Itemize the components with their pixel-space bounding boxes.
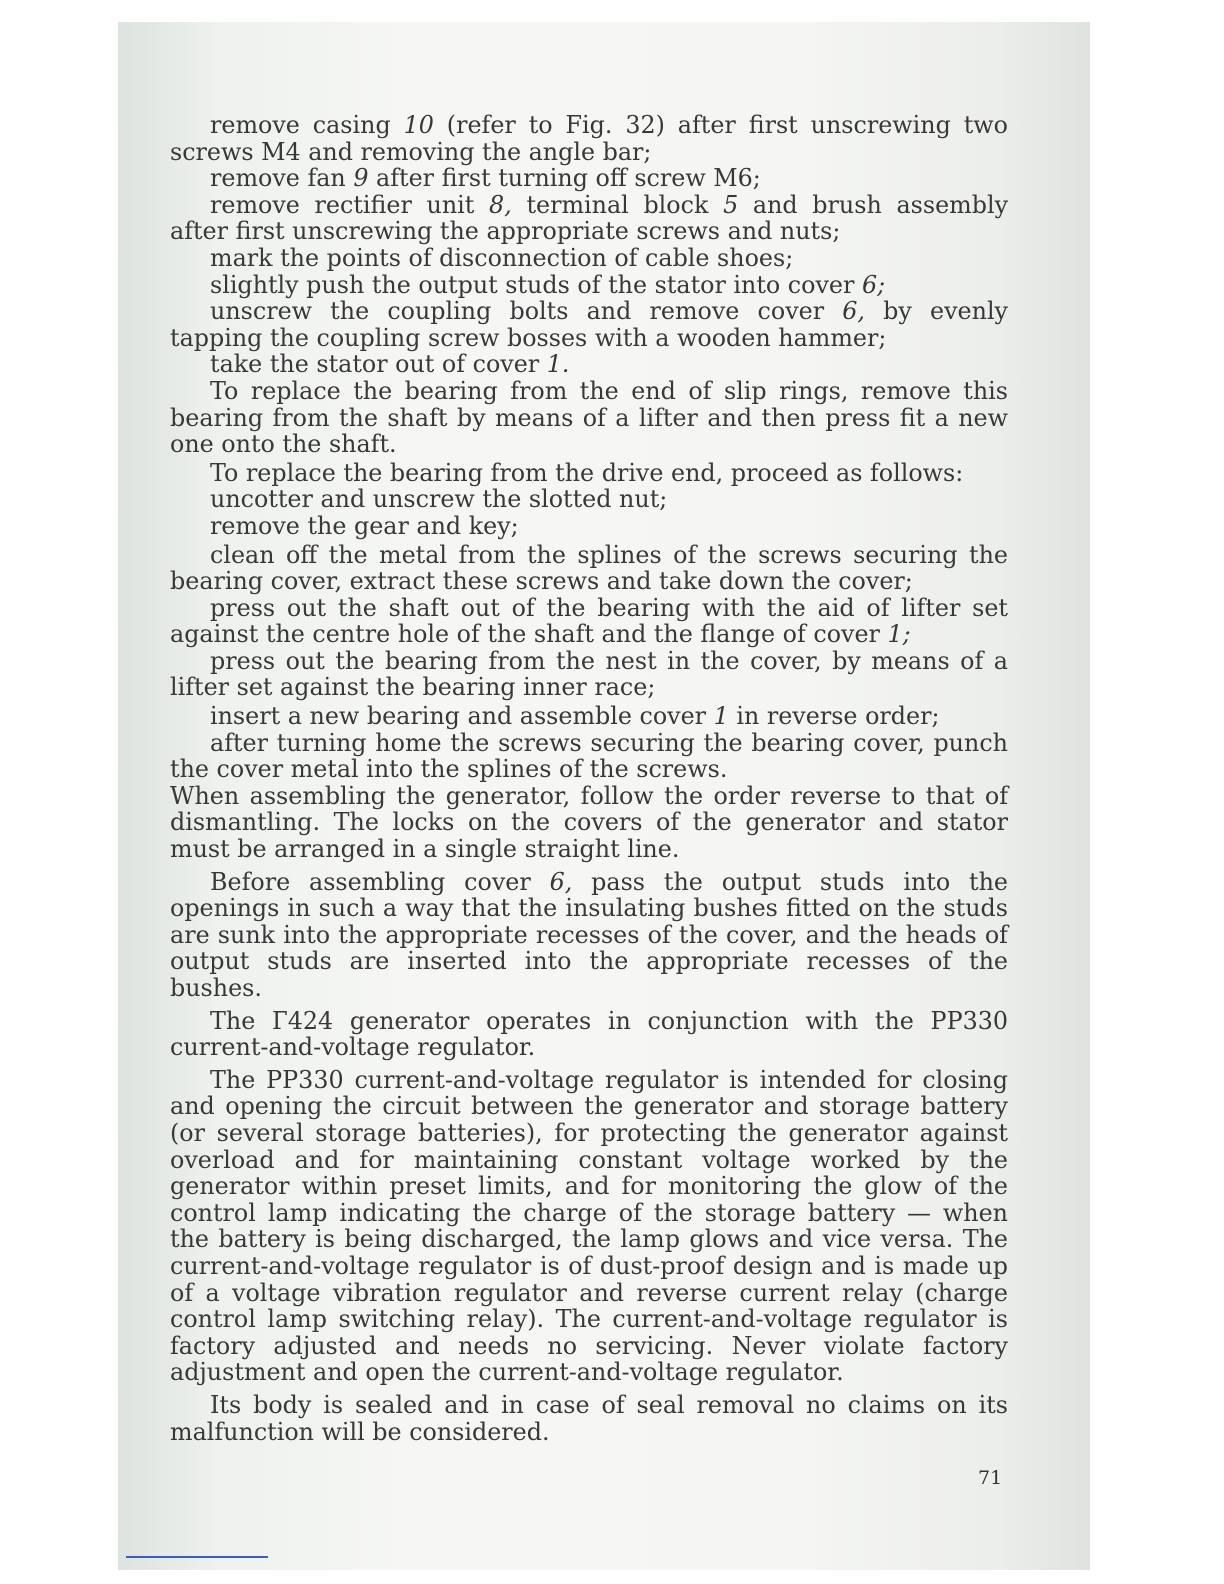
- paragraph: uncotter and unscrew the slotted nut;: [210, 485, 668, 514]
- paragraph: unscrew the coupling bolts and remove cover 6, by evenly tapping the coupling screw bosses with a wooden hammer;: [170, 297, 1008, 352]
- paragraph: slightly push the output studs of the stator into cover 6;: [210, 270, 886, 299]
- paragraph: The PP330 current-and-voltage regulator is intended for closing and opening the circuit between the generator and storage battery (or several storage batteries), for protecting the generator against overload and for maintaining constant voltage worked by the generator within preset limits, and for monitoring the glow of the control lamp indicating the charge of the storage battery — when the battery is being discharged, the lamp glows and vice versa. The current-and-voltage regulator is of dust-proof design and is made up of a voltage vibration regulator and reverse current relay (charge control lamp switching relay). The current-and-voltage regulator is factory adjusted and needs no servicing. Never violate factory adjustment and open the current-and-voltage regulator.: [170, 1065, 1008, 1387]
- paragraph: The Г424 generator operates in conjunction with the PP330 current-and-voltage regulator.: [170, 1006, 1008, 1062]
- footer-rule: [126, 1556, 268, 1558]
- paragraph: press out the bearing from the nest in the cover, by means of a lifter set against the bearing inner race;: [170, 646, 1008, 702]
- paragraph: mark the points of disconnection of cable shoes;: [210, 243, 794, 272]
- paragraph: Its body is sealed and in case of seal removal no claims on its malfunction will be considered.: [170, 1390, 1008, 1446]
- paragraph: To replace the bearing from the drive end, proceed as follows:: [210, 458, 964, 487]
- paragraph: clean off the metal from the splines of the screws securing the bearing cover, extract these screws and take down the cover;: [170, 540, 1008, 596]
- paragraph: remove rectifier unit 8, terminal block 5 and brush assembly after first unscrewing the appropriate screws and nuts;: [170, 190, 1009, 246]
- paragraph: Before assembling cover 6, pass the output studs into the openings in such a way that the insulating bushes fitted on the studs are sunk into the appropriate recesses of the cover, and the heads of output studs are inserted into the appropriate recesses of the bushes.: [170, 867, 1008, 1002]
- paragraph: insert a new bearing and assemble cover 1 in reverse order;: [210, 702, 940, 731]
- body-text: [170, 112, 1008, 1445]
- paragraph: remove fan 9 after first turning off screw M6;: [210, 164, 761, 193]
- paragraph: after turning home the screws securing the bearing cover, punch the cover metal into the splines of the screws.: [170, 728, 1008, 784]
- paragraph: take the stator out of cover 1.: [210, 350, 570, 379]
- paragraph: press out the shaft out of the bearing with the aid of lifter set against the centre hole of the shaft and the flange of cover 1;: [170, 593, 1008, 649]
- paragraph: remove the gear and key;: [210, 511, 519, 540]
- paragraph: To replace the bearing from the end of slip rings, remove this bearing from the shaft by means of a lifter and then press fit a new one onto the shaft.: [170, 376, 1008, 459]
- paragraph: remove casing 10 (refer to Fig. 32) after first unscrewing two screws M4 and removing the angle bar;: [170, 111, 1008, 166]
- page-number: 71: [978, 1467, 1003, 1489]
- paragraph: When assembling the generator, follow the order reverse to that of dismantling. The locks on the covers of the generator and stator must be arranged in a single straight line.: [170, 781, 1008, 864]
